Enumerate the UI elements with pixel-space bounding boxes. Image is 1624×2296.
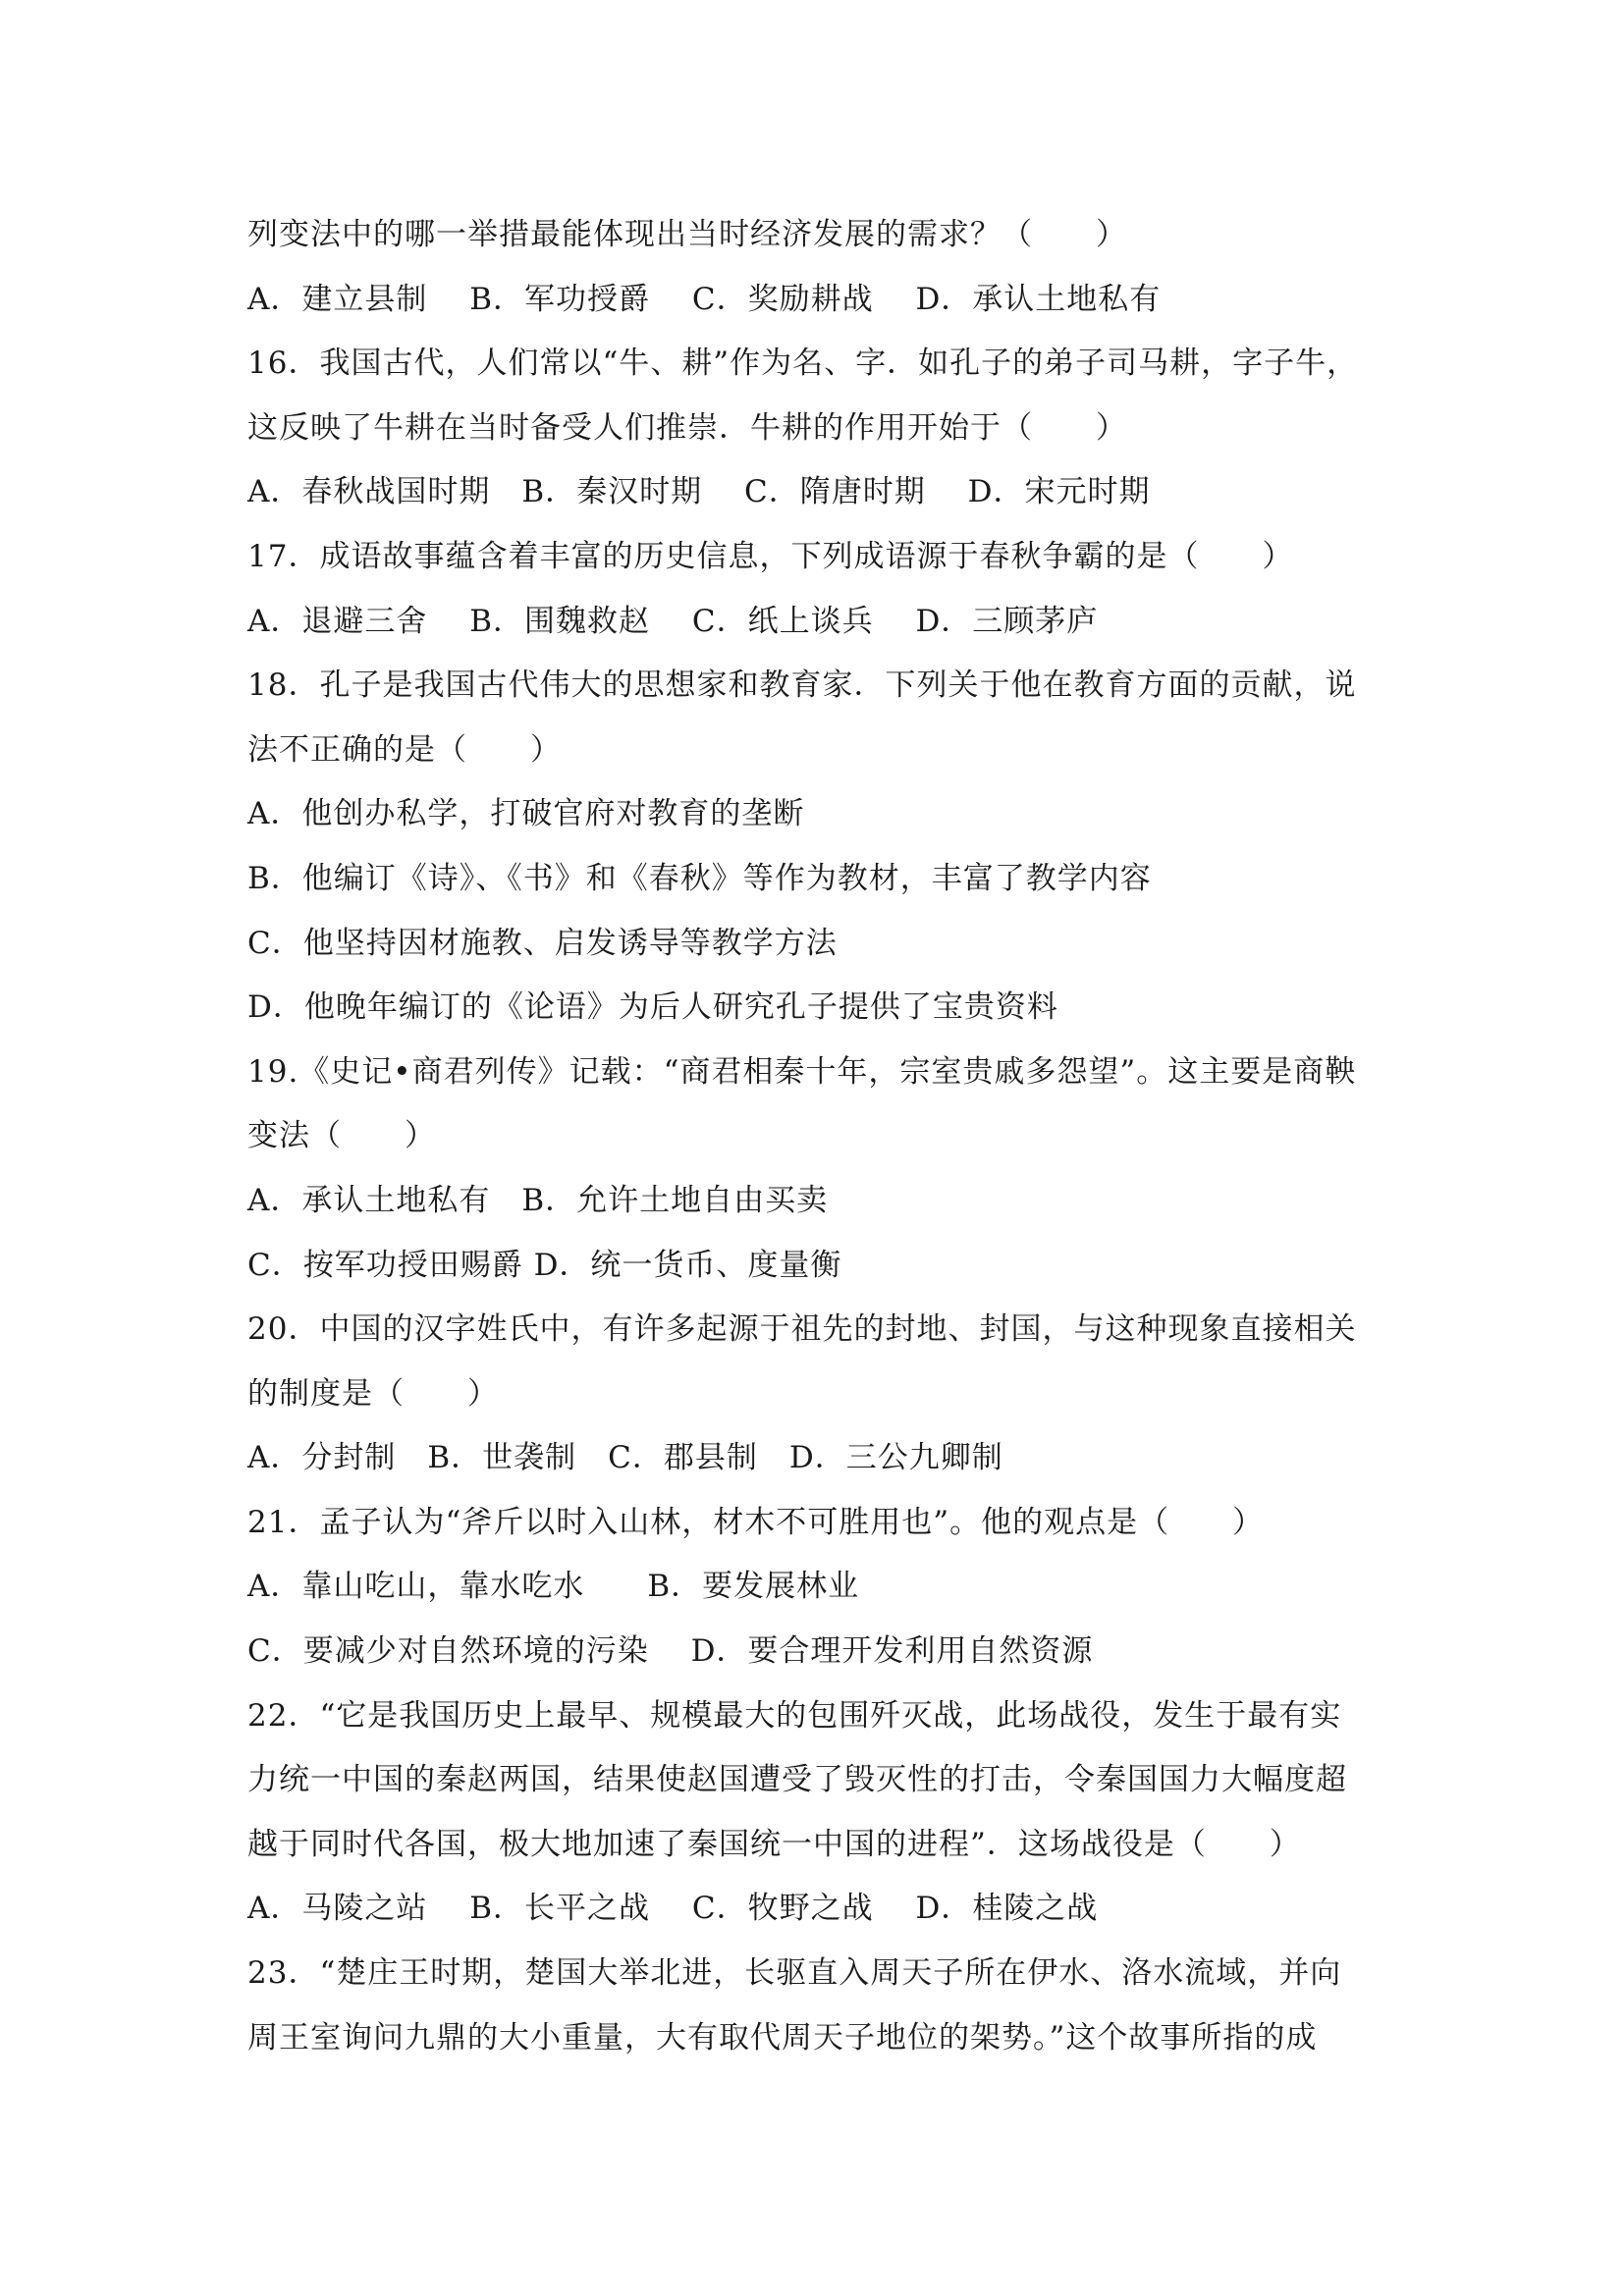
question-17-stem: 17．成语故事蕴含着丰富的历史信息，下列成语源于春秋争霸的是（ ） <box>247 538 1294 574</box>
question-22-options: A．马陵之站 B．长平之战 C．牧野之战 D．桂陵之战 <box>247 1891 1099 1927</box>
text-line: 法不正确的是（ ） <box>247 731 562 768</box>
question-23-stem: 23．“楚庄王时期，楚国大举北进，长驱直入周天子所在伊水、洛水流域，并向 <box>247 1955 1342 1992</box>
document-page <box>247 210 1396 2077</box>
question-15-options: A．建立县制 B．军功授爵 C．奖励耕战 D．承认土地私有 <box>247 281 1162 317</box>
text-line: 变法（ ） <box>247 1118 436 1154</box>
question-21-options-cd: C．要减少对自然环境的污染 D．要合理开发利用自然资源 <box>247 1633 1094 1670</box>
text-line: 周王室询问九鼎的大小重量，大有取代周天子地位的架势。”这个故事所指的成 <box>247 2019 1318 2056</box>
question-18-option-d: D．他晚年编订的《论语》为后人研究孔子提供了宝贵资料 <box>247 989 1058 1026</box>
question-18-stem: 18．孔子是我国古代伟大的思想家和教育家．下列关于他在教育方面的贡献，说 <box>247 667 1357 704</box>
question-20-stem: 20．中国的汉字姓氏中，有许多起源于祖先的封地、封国，与这种现象直接相关 <box>247 1311 1357 1348</box>
text-line: 越于同时代各国，极大地加速了秦国统一中国的进程”．这场战役是（ ） <box>247 1826 1301 1862</box>
question-17-options: A．退避三舍 B．围魏救赵 C．纸上谈兵 D．三顾茅庐 <box>247 603 1099 639</box>
question-19-stem: 19.《史记•商君列传》记载：“商君相秦十年，宗室贵戚多怨望”。这主要是商鞅 <box>247 1053 1357 1090</box>
question-19-options-cd: C．按军功授田赐爵 D．统一货币、度量衡 <box>247 1247 842 1283</box>
question-18-option-c: C．他坚持因材施教、启发诱导等教学方法 <box>247 925 838 961</box>
question-22-stem: 22．“它是我国历史上最早、规模最大的包围歼灭战，此场战役，发生于最有实 <box>247 1697 1342 1734</box>
question-19-options-ab: A．承认土地私有 B．允许土地自由买卖 <box>247 1182 829 1218</box>
text-line: 力统一中国的秦赵两国，结果使赵国遭受了毁灭性的打击，令秦国国力大幅度超 <box>247 1762 1347 1798</box>
question-16-stem: 16．我国古代，人们常以“牛、耕”作为名、字．如孔子的弟子司马耕，字子牛， <box>247 346 1359 382</box>
question-18-option-a: A．他创办私学，打破官府对教育的垄断 <box>247 796 805 832</box>
question-20-options: A．分封制 B．世袭制 C．郡县制 D．三公九卿制 <box>247 1440 1003 1476</box>
question-21-stem: 21．孟子认为“斧斤以时入山林，材木不可胜用也”。他的观点是（ ） <box>247 1504 1265 1540</box>
text-line: 这反映了牛耕在当时备受人们推崇．牛耕的作用开始于（ ） <box>247 409 1127 446</box>
question-21-options-ab: A．靠山吃山，靠水吃水 B．要发展林业 <box>247 1569 860 1605</box>
text-line: 列变法中的哪一举措最能体现出当时经济发展的需求？（ ） <box>247 217 1127 252</box>
text-line: 的制度是（ ） <box>247 1375 499 1412</box>
question-18-option-b: B．他编订《诗》、《书》和《春秋》等作为教材，丰富了教学内容 <box>247 860 1152 896</box>
question-16-options: A．春秋战国时期 B．秦汉时期 C．隋唐时期 D．宋元时期 <box>247 474 1151 510</box>
